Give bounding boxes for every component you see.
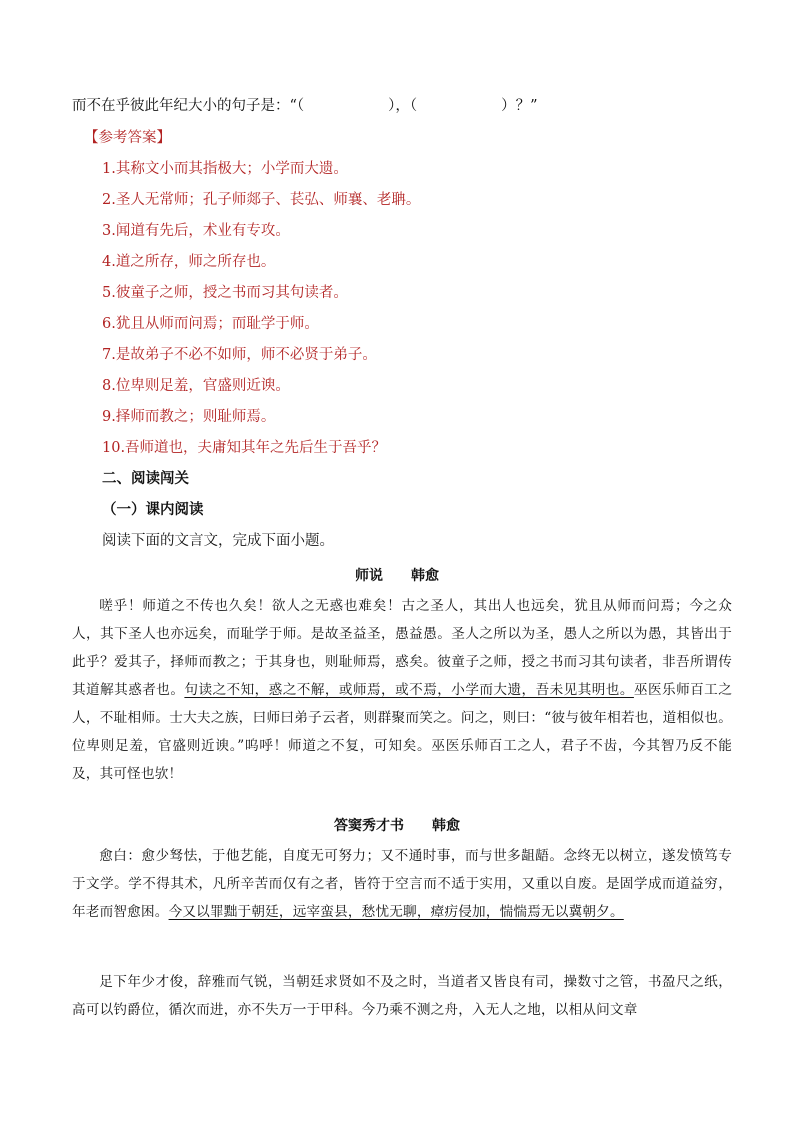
answer-item-1: 1.其称文小而其指极大；小学而大遗。 (102, 161, 348, 177)
answer-header: 【参考答案】 (84, 130, 171, 146)
answer-item-8: 8.位卑则足羞，官盛则近谀。 (102, 378, 290, 394)
passage2-title-line (0, 815, 794, 835)
answer-item-5: 5.彼童子之师，授之书而习其句读者。 (102, 285, 348, 301)
passage1-title-line (0, 565, 794, 585)
section-heading: 二、阅读闯关 (102, 471, 189, 487)
passage2-text-before: 愈白：愈少驽怯，于他艺能，自度无可努力；又不通时事，而与世多龃龉。念终无以树立，遂发愤笃专于文学。学不得其术，凡所辛苦而仅有之者，皆符于空言而不适于实用，又重以自废。是固学成而道益穷，年老而智愈困。 (72, 848, 732, 920)
subsection-heading: （一）课内阅读 (102, 502, 204, 518)
answer-item-4: 4.道之所存，师之所存也。 (102, 254, 276, 270)
question-middle: ），（ (388, 98, 418, 114)
passage1-text-before: 嗟乎！师道之不传也久矣！欲人之无惑也难矣！古之圣人，其出人也远矣，犹且从师而问焉；今之众人，其下圣人也亦远矣，而耻学于师。是故圣益圣，愚益愚。圣人之所以为圣，愚人之所以为愚，其皆出于此乎？爱其子，择师而教之；于其身也，则耻师焉，惑矣。彼童子之师，授之书而习其句读者，非吾所谓传其道解其惑者也。 (72, 598, 732, 698)
answer-item-6: 6.犹且从师而问焉；而耻学于师。 (102, 316, 319, 332)
passage2-underlined-sentence: 今又以罪黜于朝廷，远宰蛮县，愁忧无聊，瘴疠侵加，惴惴焉无以冀朝夕。 (168, 904, 624, 920)
instruction-text: 阅读下面的文言文，完成下面小题。 (102, 533, 334, 549)
passage2-title: 答窦秀才书 (334, 818, 404, 834)
answer-item-2: 2.圣人无常师；孔子师郯子、苌弘、师襄、老聃。 (102, 192, 421, 208)
answer-item-9: 9.择师而教之；则耻师焉。 (102, 409, 276, 425)
passage1-author: 韩愈 (411, 568, 439, 584)
answer-item-7: 7.是故弟子不必不如师，师不必贤于弟子。 (102, 347, 377, 363)
passage1-text-after: 巫医乐师百工之人，不耻相师。士大夫之族，曰师曰弟子云者，则群聚而笑之。问之，则曰：“彼与彼年相若也，道相似也。位卑则足羞，官盛则近谀。”呜呼！师道之不复，可知矣。巫医乐师百工之人，君子不齿，今其智乃反不能及，其可怪也欤！ (72, 682, 733, 782)
question-suffix: ）？” (501, 98, 538, 114)
passage2-paragraph-1 (72, 842, 732, 926)
question-line (72, 96, 538, 116)
passage2-paragraph-2: 足下年少才俊，辞雅而气锐，当朝廷求贤如不及之时，当道者又皆良有司，操数寸之管，书盈尺之纸，高可以钓爵位，循次而进，亦不失万一于甲科。今乃乘不测之舟，入无人之地，以相从问文章 (72, 974, 732, 1018)
passage1-title: 师说 (355, 568, 383, 584)
answer-item-10: 10.吾师道也，夫庸知其年之先后生于吾乎？ (102, 440, 387, 456)
answer-item-3: 3.闻道有先后，术业有专攻。 (102, 223, 290, 239)
passage1-text (72, 592, 732, 788)
question-prefix: 而不在乎彼此年纪大小的句子是：“（ (72, 98, 305, 114)
passage2-author: 韩愈 (432, 818, 460, 834)
passage1-underlined-sentence: 句读之不知，惑之不解，或师焉，或不焉，小学而大遗，吾未见其明也。 (184, 682, 634, 698)
